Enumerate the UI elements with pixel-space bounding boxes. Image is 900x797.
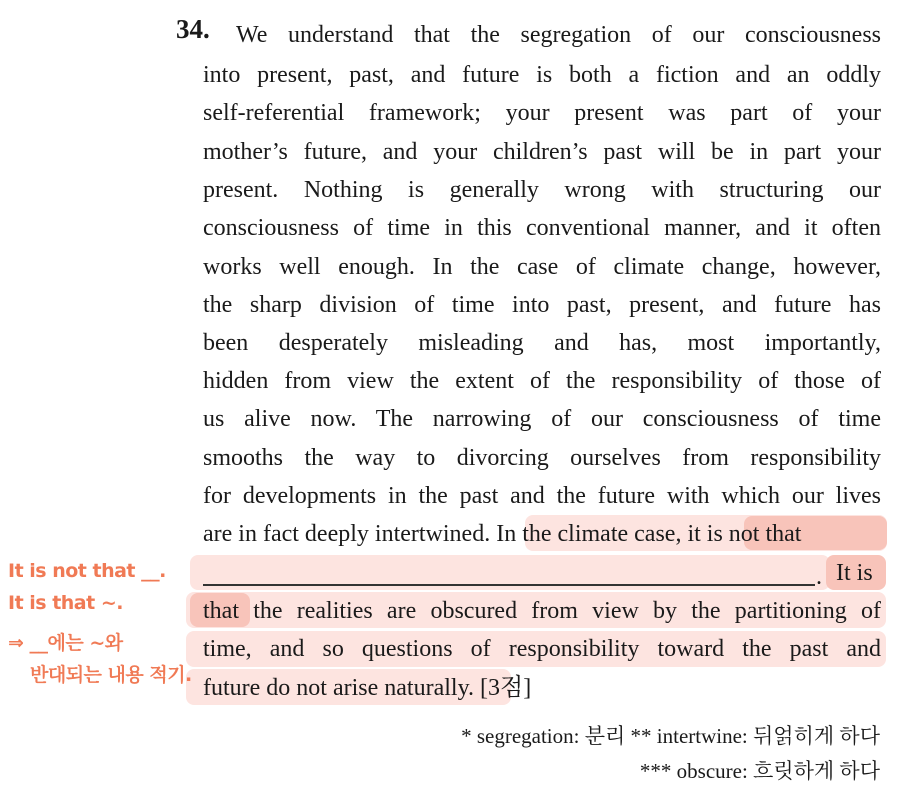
- sentence-segment: In the climate case,: [490, 521, 682, 547]
- points-label: [3점]: [474, 675, 532, 701]
- sentence-segment: the realities are obscured from view by the partitioning of: [239, 598, 881, 624]
- annotation-line-3: ⇒ __에는 ~와: [8, 632, 123, 654]
- passage-line-12: smooths the way to divorcing ourselves from responsibility: [203, 445, 881, 471]
- passage-line-3: self-referential framework; your present was part of your: [203, 100, 881, 126]
- annotation-line-1: It is not that __.: [8, 560, 166, 582]
- passage-line-18: [203, 673, 881, 703]
- passage-line-5: present. Nothing is generally wrong with structuring our: [203, 177, 881, 203]
- question-number: 34.: [176, 14, 210, 44]
- annotation-line-4: 반대되는 내용 적기.: [30, 664, 192, 686]
- sentence-segment: it is not that: [681, 521, 802, 547]
- passage-line-10: hidden from view the extent of the responsibility of those of: [203, 368, 881, 394]
- footnote-line-2: *** obscure: 흐릿하게 하다: [639, 759, 880, 783]
- passage-line-16: [203, 596, 881, 626]
- passage-line-17: time, and so questions of responsibility toward the past and: [203, 636, 881, 662]
- answer-blank[interactable]: [203, 584, 815, 586]
- passage-line-4: mother’s future, and your children’s past will be in part your: [203, 139, 881, 165]
- sentence-segment: future do not arise naturally.: [203, 675, 475, 701]
- passage-line-14: [203, 519, 881, 549]
- passage-line-2: into present, past, and future is both a fiction and an oddly: [203, 62, 881, 88]
- passage-line-6: consciousness of time in this conventional manner, and it often: [203, 215, 881, 241]
- passage-line-1: We understand that the segregation of our consciousness: [236, 22, 881, 48]
- passage-line-11: us alive now. The narrowing of our consciousness of time: [203, 406, 881, 432]
- passage-line-8: the sharp division of time into past, present, and future has: [203, 292, 881, 318]
- footnote-line-1: * segregation: 분리 ** intertwine: 뒤얽히게 하다: [461, 724, 880, 748]
- passage-line-15-end: It is: [836, 560, 873, 586]
- passage-line-9: been desperately misleading and has, most importantly,: [203, 330, 881, 356]
- sentence-segment: that: [203, 598, 239, 624]
- annotation-line-2: It is that ~.: [8, 592, 123, 614]
- blank-period: .: [816, 564, 822, 590]
- sentence-segment: are in fact deeply intertwined.: [203, 521, 491, 547]
- passage-line-13: for developments in the past and the future with which our lives: [203, 483, 881, 509]
- passage-line-7: works well enough. In the case of climate change, however,: [203, 254, 881, 280]
